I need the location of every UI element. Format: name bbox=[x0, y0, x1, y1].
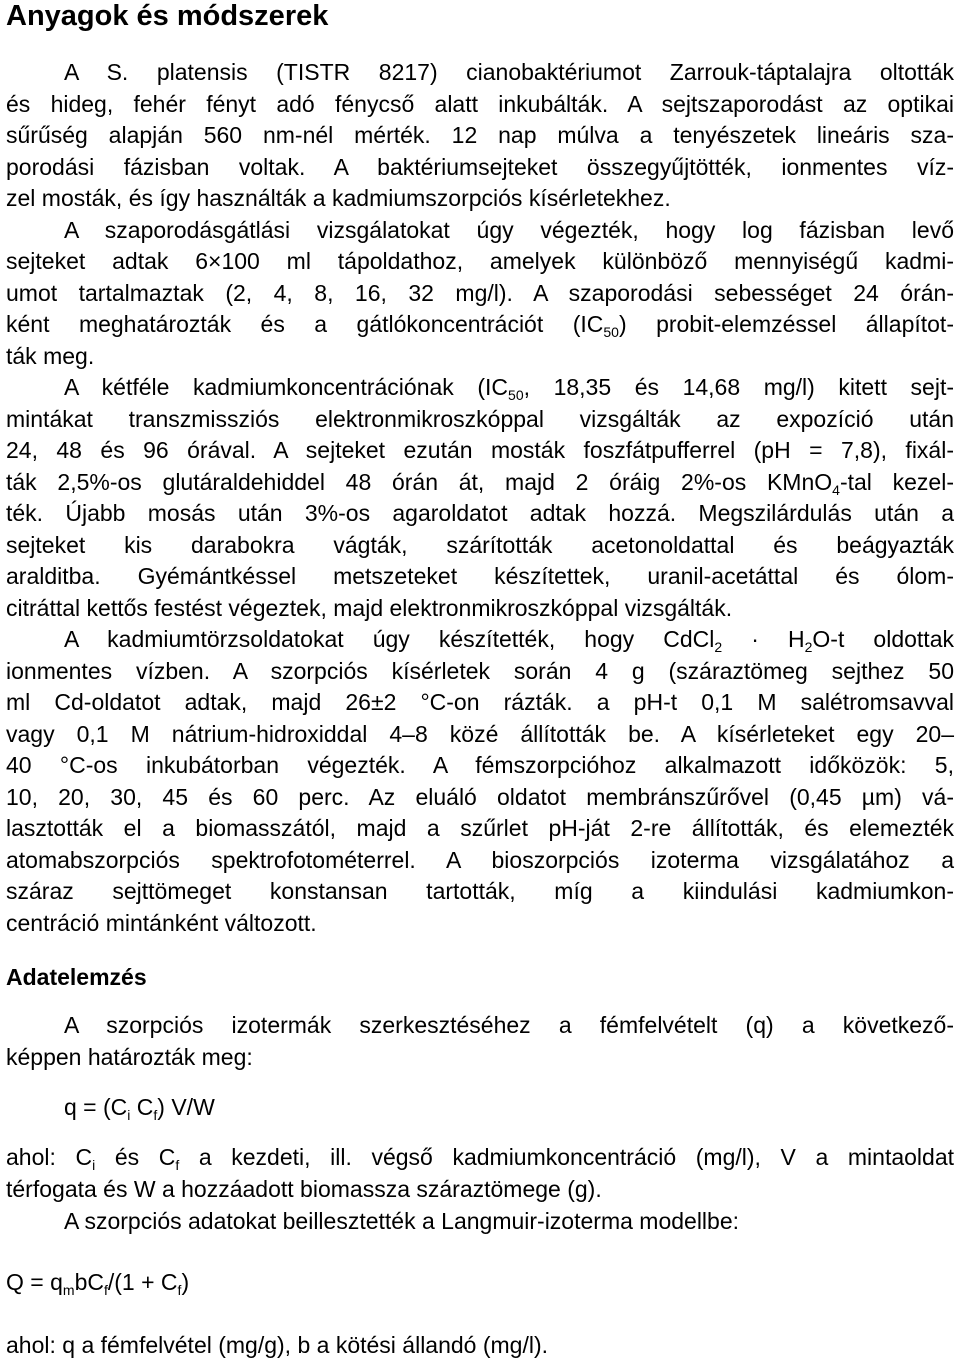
methods-line: ték. Újabb mosás után 3%-os agaroldatot adtak hozzá. Megszilárdulás után a bbox=[6, 500, 954, 526]
methods-line: umot tartalmaztak (2, 4, 8, 16, 32 mg/l). A szaporodási sebességet 24 órán- bbox=[6, 280, 954, 306]
methods-line: ionmentes vízben. A szorpciós kísérletek során 4 g (száraztömeg sejthez 50 bbox=[6, 658, 954, 684]
methods-line: porodási fázisban voltak. A baktériumsejteket összegyűjtötték, ionmentes víz- bbox=[6, 154, 954, 180]
methods-line: sűrűség alapján 560 nm-nél mérték. 12 nap múlva a tenyészetek lineáris sza- bbox=[6, 122, 954, 148]
methods-line: zel mosták, és így használták a kadmiumszorpciós kísérletekhez. bbox=[6, 185, 671, 211]
analysis-intro-line-2: képpen határozták meg: bbox=[6, 1044, 253, 1070]
methods-line: A szaporodásgátlási vizsgálatokat úgy végezték, hogy log fázisban levő bbox=[64, 217, 954, 243]
methods-line: vagy 0,1 M nátrium-hidroxiddal 4–8 közé állították be. A kísérleteket egy 20– bbox=[6, 721, 954, 747]
methods-line: száraz sejttömeget konstansan tartották, míg a kiindulási kadmiumkon- bbox=[6, 878, 954, 904]
formula-langmuir-legend: ahol: q a fémfelvétel (mg/g), b a kötési állandó (mg/l). bbox=[6, 1332, 549, 1358]
methods-line: sejteket kis darabokra vágták, szárították acetonoldattal és beágyazták bbox=[6, 532, 954, 558]
methods-line: 24, 48 és 96 órával. A sejteket ezután mosták foszfátpufferrel (pH = 7,8), fixál- bbox=[6, 437, 954, 463]
methods-line: mintákat transzmissziós elektronmikroszkóppal vizsgálták az expozíció után bbox=[6, 406, 954, 432]
section-title-data-analysis: Adatelemzés bbox=[6, 964, 147, 990]
methods-line: A S. platensis (TISTR 8217) cianobaktériumot Zarrouk-táptalajra oltották bbox=[64, 59, 954, 85]
methods-line: sejteket adtak 6×100 ml tápoldathoz, amelyek különböző mennyiségű kadmi- bbox=[6, 248, 954, 274]
methods-line: 40 °C-os inkubátorban végezték. A fémszorpcióhoz alkalmazott időközök: 5, bbox=[6, 752, 954, 778]
methods-line: A kétféle kadmiumkoncentrációnak ($IC_{50}$, 18,35 és 14,68 mg/l) kitett sejt- bbox=[64, 374, 954, 403]
methods-line: A kadmiumtörzsoldatokat úgy készítették, hogy CdCl$_2$ · $H_2O-t$ oldottak bbox=[64, 626, 954, 655]
methods-line: lasztották el a biomasszától, majd a szűrlet pH-ját 2-re állították, és elemezték bbox=[6, 815, 954, 841]
methods-line: ták meg. bbox=[6, 343, 95, 369]
methods-line: és hideg, fehér fényt adó fénycső alatt inkubálták. A sejtszaporodást az optikai bbox=[6, 91, 954, 117]
formula-langmuir: $Q = q_mbC_f/(1 + C_f)$ bbox=[6, 1269, 190, 1298]
methods-line: ként meghatározták és a gátlókoncentrációt $(IC_{50})$ probit-elemzéssel állapítot- bbox=[6, 311, 954, 340]
langmuir-intro: A szorpciós adatokat beillesztették a Langmuir-izoterma modellbe: bbox=[64, 1208, 740, 1234]
analysis-intro-line-1: A szorpciós izotermák szerkesztéséhez a fémfelvételt (q) a következő- bbox=[64, 1012, 954, 1038]
methods-line: aralditba. Gyémántkéssel metszeteket készítettek, uranil-acetáttal és ólom- bbox=[6, 563, 954, 589]
methods-line: ták 2,5%-os glutáraldehiddel 48 órán át, majd 2 óráig 2%-os KMnO$_4$-tal kezel- bbox=[6, 469, 954, 498]
methods-line: 10, 20, 30, 45 és 60 perc. Az eluáló oldatot membránszűrővel (0,45 µm) vá- bbox=[6, 784, 954, 810]
formula-q-legend-line-1: ahol: $C_i$ és $C_f$ a kezdeti, ill. végső kadmiumkoncentráció (mg/l), V a mintaoldat bbox=[6, 1144, 955, 1173]
methods-line: atomabszorpciós spektrofotométerrel. A bioszorpciós izoterma vizsgálatához a bbox=[6, 847, 954, 873]
formula-q-legend-line-2: térfogata és W a hozzáadott biomassza száraztömege (g). bbox=[6, 1176, 602, 1202]
methods-line: centráció mintánként változott. bbox=[6, 910, 317, 936]
methods-line: citráttal kettős festést végeztek, majd elektronmikroszkóppal vizsgálták. bbox=[6, 595, 733, 621]
formula-q: $q = (C_i$ $C_f$) V/W bbox=[64, 1094, 215, 1123]
methods-line: ml Cd-oldatot adtak, majd 26±2 °C-on rázták. a pH-t 0,1 M salétromsavval bbox=[6, 689, 954, 715]
section-title-methods: Anyagok és módszerek bbox=[6, 0, 329, 32]
